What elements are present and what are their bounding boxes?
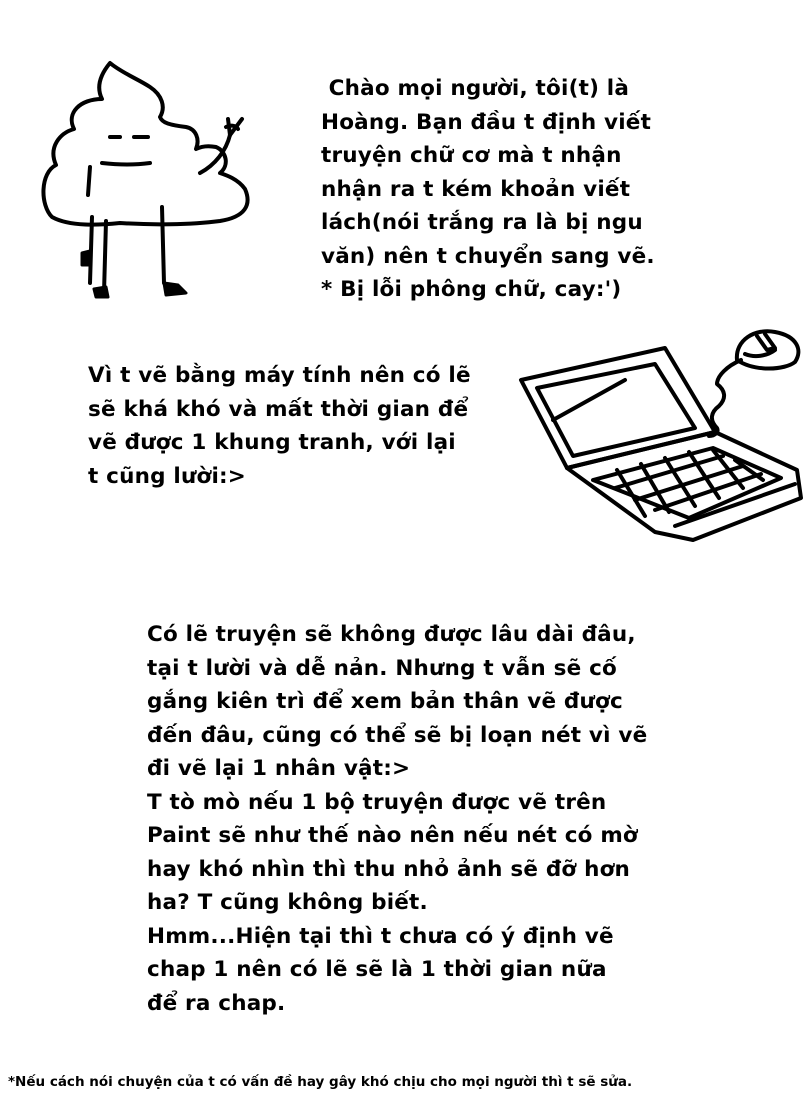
- intro-line: lách(nói trắng ra là bị ngu: [321, 210, 643, 235]
- paragraph-line: đến đâu, cũng có thể sẽ bị loạn nét vì vẽ: [147, 722, 648, 748]
- paragraph-line: tại t lười và dễ nản. Nhưng t vẫn sẽ cố: [147, 655, 617, 681]
- paragraph-line: t cũng lười:>: [88, 463, 247, 489]
- intro-line: * Bị lỗi phông chữ, cay:'): [321, 277, 622, 302]
- paragraph-line: Vì t vẽ bằng máy tính nên có lẽ: [88, 363, 471, 388]
- paragraph-line: để ra chap.: [147, 990, 286, 1016]
- laptop-drawing: [505, 320, 805, 550]
- intro-line: Chào mọi người, tôi(t) là: [321, 76, 630, 101]
- paragraph-line: gắng kiên trì để xem bản thân vẽ được: [147, 689, 623, 714]
- intro-line: truyện chữ cơ mà t nhận: [321, 143, 622, 168]
- paragraph-line: đi vẽ lại 1 nhân vật:>: [147, 756, 411, 781]
- footnote: *Nếu cách nói chuyện của t có vấn đề hay gây khó chịu cho mọi người thì t sẽ sửa.: [8, 1074, 633, 1090]
- intro-line: nhận ra t kém khoản viết: [321, 176, 631, 202]
- paragraph-line: hay khó nhìn thì thu nhỏ ảnh sẽ đỡ hơn: [147, 856, 631, 882]
- paragraph-line: sẽ khá khó và mất thời gian để: [88, 396, 469, 422]
- paragraph-line: ha? T cũng không biết.: [147, 890, 428, 915]
- drawing-method-paragraph: [88, 359, 471, 493]
- poop-character-drawing: [30, 55, 260, 305]
- paragraph-line: Có lẽ truyện sẽ không được lâu dài đâu,: [147, 622, 636, 647]
- intro-line: Hoàng. Bạn đầu t định viết: [321, 109, 652, 135]
- plans-paragraph: [147, 618, 647, 1020]
- paragraph-line: T tò mò nếu 1 bộ truyện được vẽ trên: [147, 789, 607, 815]
- paragraph-line: chap 1 nên có lẽ sẽ là 1 thời gian nữa: [147, 957, 607, 982]
- intro-paragraph: [321, 72, 655, 307]
- paragraph-line: vẽ được 1 khung tranh, với lại: [88, 430, 456, 455]
- paragraph-line: Paint sẽ như thế nào nên nếu nét có mờ: [147, 823, 638, 848]
- intro-line: văn) nên t chuyển sang vẽ.: [321, 243, 655, 269]
- paragraph-line: Hmm...Hiện tại thì t chưa có ý định vẽ: [147, 923, 614, 949]
